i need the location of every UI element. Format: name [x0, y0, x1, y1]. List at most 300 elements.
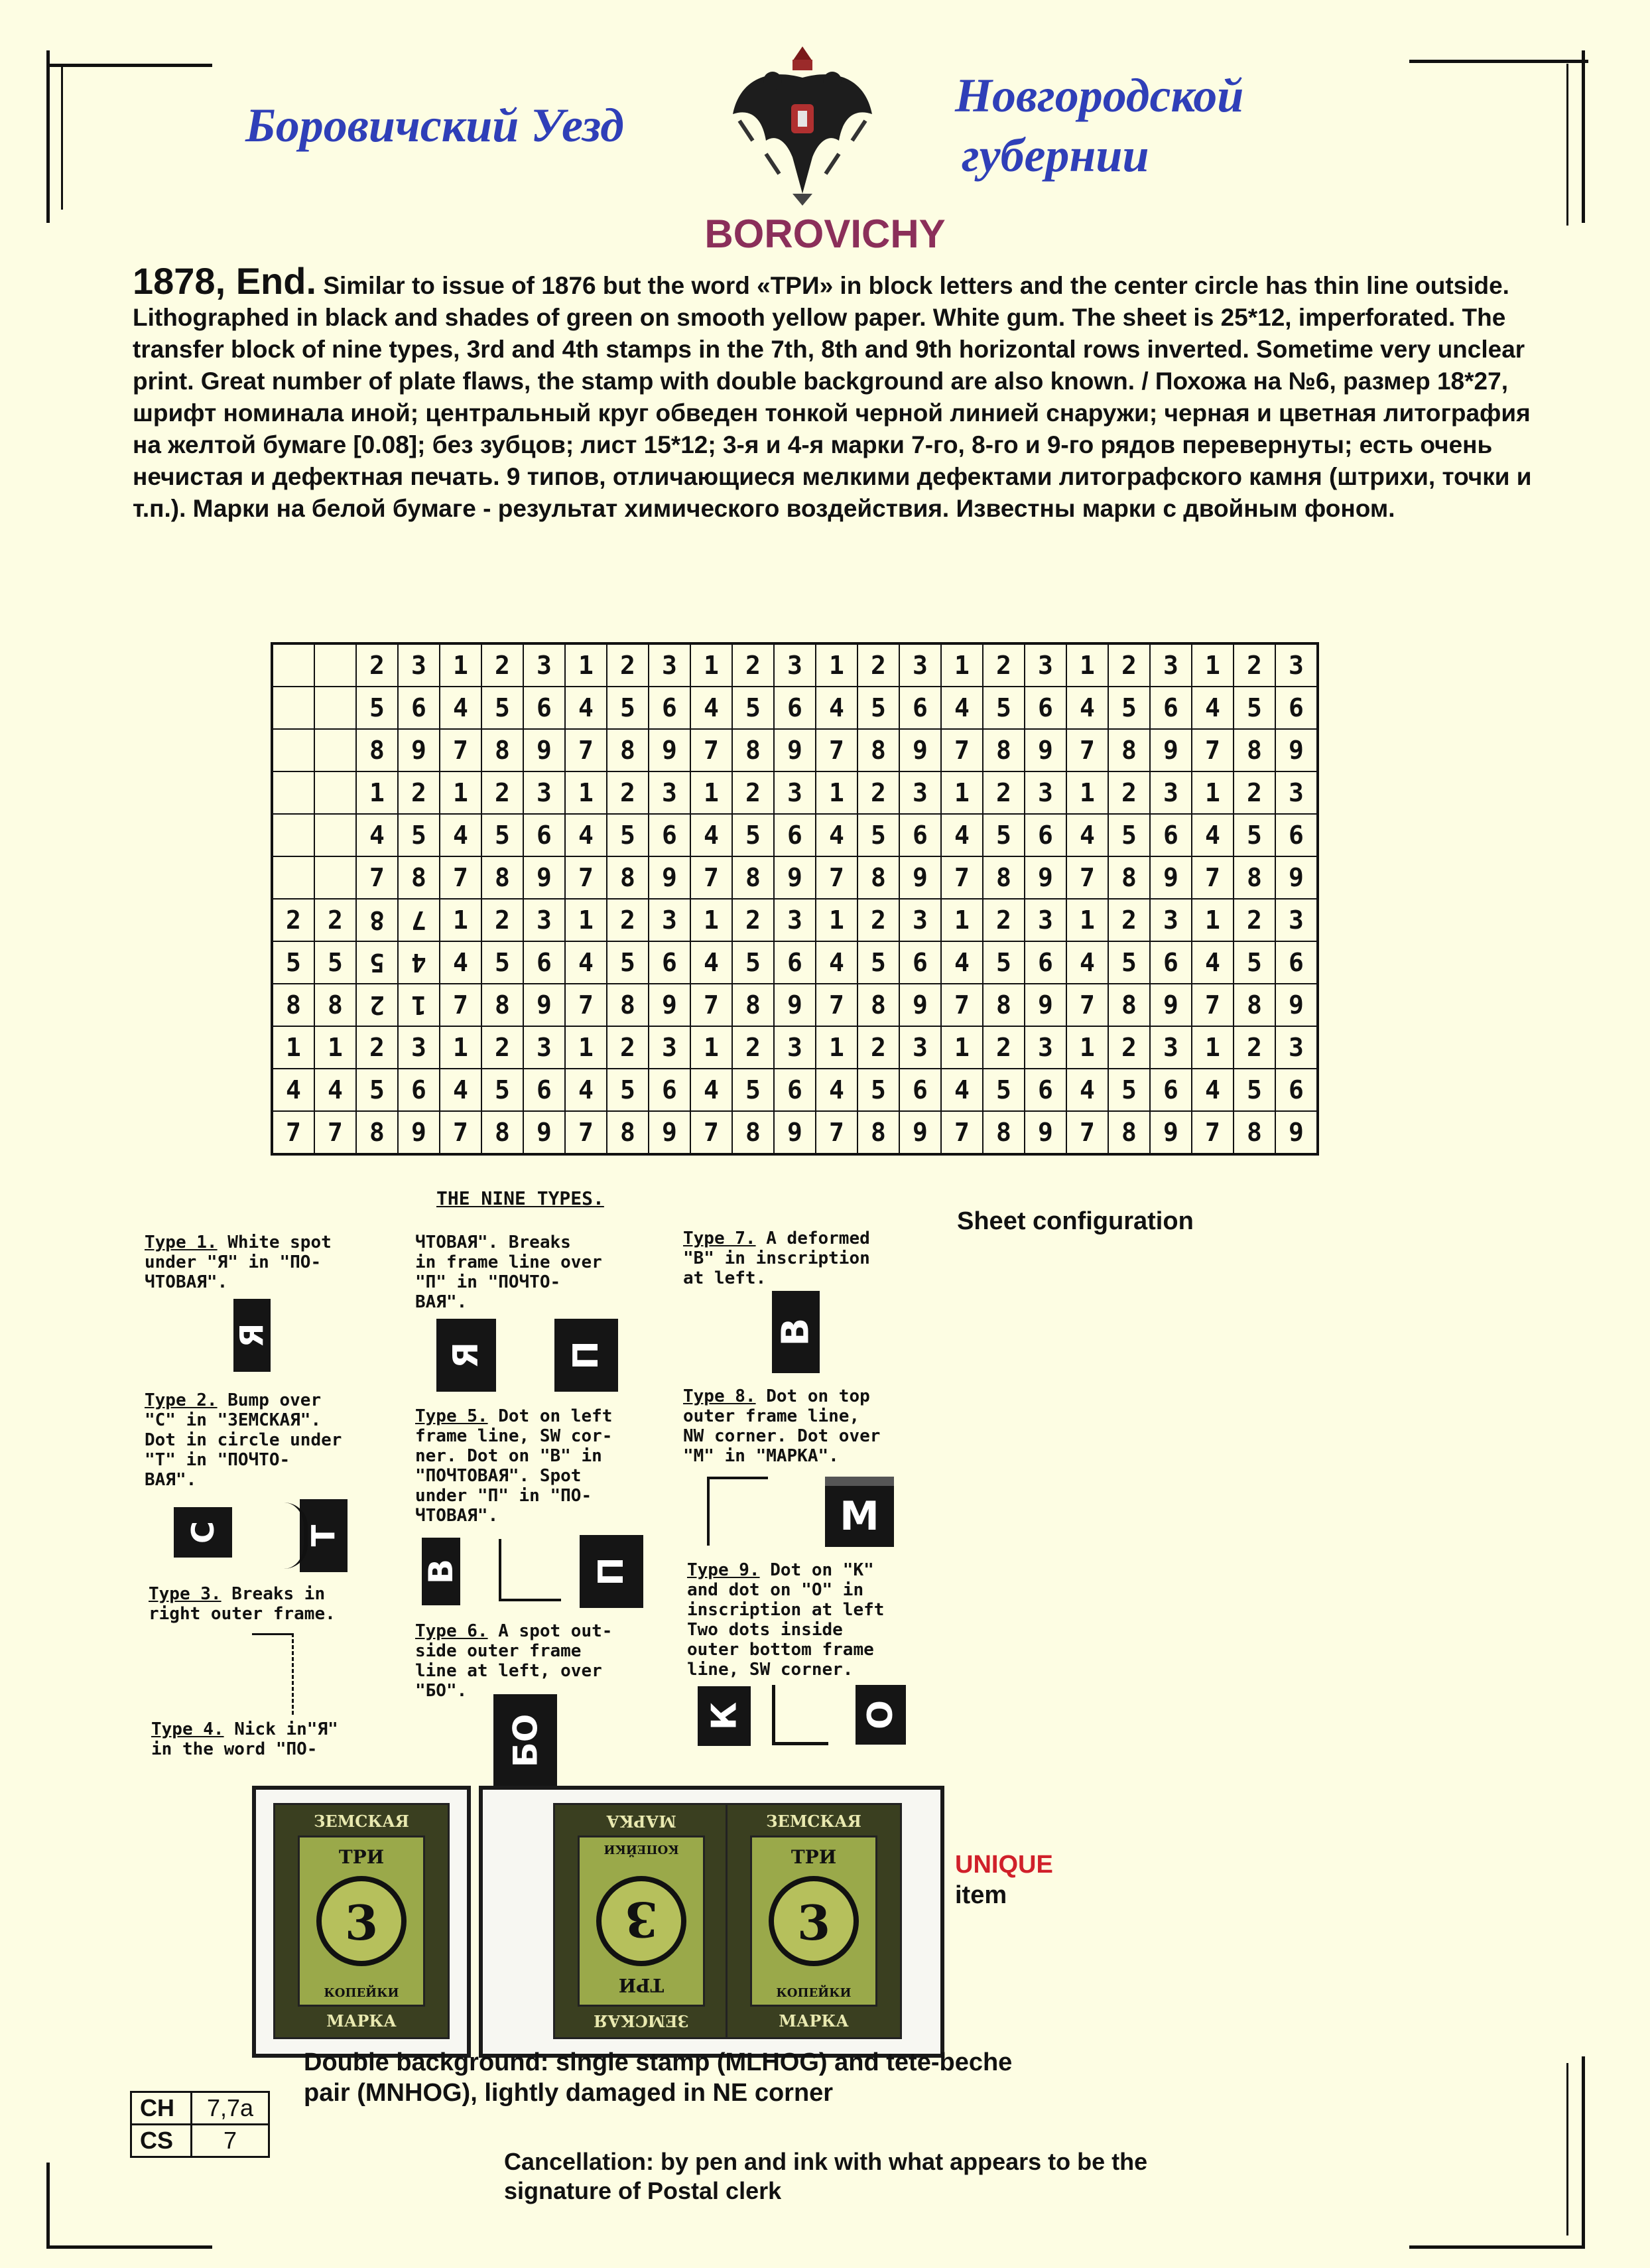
sheet-cell: 7 — [1192, 984, 1234, 1026]
sheet-cell: 5 — [607, 814, 649, 856]
type-9-label: Type 9. — [687, 1560, 760, 1580]
sheet-cell: 2 — [481, 771, 523, 814]
sheet-cell: 6 — [523, 687, 565, 729]
sheet-cell: 7 — [816, 1111, 857, 1154]
sheet-cell: 1 — [1192, 1026, 1234, 1069]
sheet-cell: 8 — [732, 1111, 774, 1154]
sheet-row — [272, 856, 1318, 899]
page-heading: BOROVICHY — [704, 212, 946, 256]
sheet-cell: 2 — [732, 771, 774, 814]
sheet-cell — [314, 643, 356, 687]
sheet-cell: 1 — [440, 1026, 481, 1069]
type-2-glyph-t: Т — [300, 1499, 348, 1572]
sheet-cell: 1 — [1066, 643, 1108, 687]
sheet-cell: 2 — [356, 643, 398, 687]
sheet-cell: 1 — [941, 899, 983, 941]
sheet-cell: 9 — [1275, 984, 1318, 1026]
sheet-cell: 8 — [272, 984, 314, 1026]
unique-item: item — [955, 1881, 1007, 1909]
sheet-row — [272, 1069, 1318, 1111]
sheet-cell: 7 — [565, 1111, 607, 1154]
sheet-cell: 9 — [1150, 984, 1192, 1026]
sheet-cell: 8 — [356, 899, 398, 941]
type-5-text — [415, 1406, 612, 1526]
type-9-corner-mark — [772, 1685, 828, 1745]
stamp-bottom-text: МАРКА — [779, 2011, 849, 2031]
sheet-cell: 9 — [649, 984, 690, 1026]
type-6-glyph-bo: БО — [493, 1694, 557, 1787]
sheet-cell: 4 — [314, 1069, 356, 1111]
types-heading — [436, 1189, 604, 1209]
sheet-cell: 1 — [816, 899, 857, 941]
sheet-row — [272, 687, 1318, 729]
sheet-cell: 8 — [481, 856, 523, 899]
sheet-cell: 3 — [523, 643, 565, 687]
sheet-cell: 7 — [1066, 856, 1108, 899]
sheet-cell: 2 — [481, 1026, 523, 1069]
sheet-cell: 4 — [941, 941, 983, 984]
sheet-cell: 5 — [1234, 687, 1275, 729]
sheet-cell: 2 — [1234, 1026, 1275, 1069]
sheet-cell: 4 — [941, 1069, 983, 1111]
sheet-cell: 4 — [1066, 687, 1108, 729]
sheet-cell: 8 — [1234, 856, 1275, 899]
sheet-cell: 9 — [649, 729, 690, 771]
type-7-desc: A deformed "В" in inscription at left. — [683, 1229, 870, 1288]
sheet-cell: 7 — [1192, 856, 1234, 899]
type-4-desc: Nick in"Я" in the word "ПО- — [151, 1719, 338, 1759]
sheet-cell: 3 — [774, 643, 816, 687]
sheet-cell: 2 — [1234, 899, 1275, 941]
sheet-cell: 5 — [732, 814, 774, 856]
sheet-cell: 7 — [440, 984, 481, 1026]
sheet-cell: 9 — [1025, 856, 1066, 899]
sheet-cell: 1 — [1192, 771, 1234, 814]
type-1-glyph: Я — [233, 1299, 271, 1372]
sheet-cell: 6 — [523, 1069, 565, 1111]
sheet-row — [272, 814, 1318, 856]
stamp-top-text: ЗЕМСКАЯ — [594, 2011, 689, 2031]
sheet-cell: 3 — [523, 899, 565, 941]
stamp-top-text: ЗЕМСКАЯ — [766, 1812, 861, 1831]
sheet-cell: 3 — [1150, 1026, 1192, 1069]
sheet-cell: 8 — [983, 1111, 1025, 1154]
sheet-cell: 7 — [690, 984, 732, 1026]
tete-beche-stamp-upright — [726, 1803, 902, 2039]
sheet-cell: 8 — [732, 856, 774, 899]
sheet-cell: 8 — [607, 729, 649, 771]
sheet-cell: 6 — [774, 941, 816, 984]
type-7-glyph-v: В — [772, 1291, 820, 1373]
sheet-cell: 7 — [272, 1111, 314, 1154]
sheet-cell: 1 — [941, 643, 983, 687]
stamp-bottom-text: МАРКА — [326, 2011, 397, 2031]
type-9-desc: Dot on "К" and dot on "О" in inscription at left Two dots inside outer bottom frame line, SW corner. — [687, 1560, 885, 1680]
sheet-cell: 4 — [816, 941, 857, 984]
sheet-cell: 6 — [1150, 687, 1192, 729]
sheet-cell — [314, 687, 356, 729]
sheet-cell: 9 — [774, 856, 816, 899]
sheet-cell: 4 — [1066, 941, 1108, 984]
sheet-cell: 2 — [314, 899, 356, 941]
type-3-frame-break — [252, 1633, 294, 1715]
stamp-denomination: ТРИ — [791, 1846, 837, 1868]
stamp-denomination: ТРИ — [618, 1974, 665, 1996]
sheet-cell: 6 — [398, 687, 440, 729]
sheet-cell — [314, 814, 356, 856]
type-4-glyph-ya: Я — [436, 1319, 496, 1392]
sheet-cell: 2 — [857, 1026, 899, 1069]
sheet-cell: 8 — [607, 856, 649, 899]
sheet-cell: 6 — [1275, 941, 1318, 984]
sheet-cell: 9 — [899, 729, 941, 771]
sheet-cell: 1 — [690, 771, 732, 814]
sheet-cell: 1 — [1066, 1026, 1108, 1069]
sheet-cell: 3 — [523, 1026, 565, 1069]
sheet-cell — [314, 856, 356, 899]
sheet-row — [272, 1111, 1318, 1154]
sheet-cell — [272, 814, 314, 856]
type-6-label: Type 6. — [415, 1621, 488, 1641]
sheet-cell: 7 — [1066, 1111, 1108, 1154]
sheet-cell: 2 — [481, 643, 523, 687]
sheet-cell: 4 — [1066, 814, 1108, 856]
sheet-cell: 1 — [440, 899, 481, 941]
right-title-line1: Новгородской — [955, 69, 1244, 122]
sheet-cell: 6 — [649, 687, 690, 729]
sheet-cell: 7 — [440, 856, 481, 899]
description-lead: 1878, End. — [133, 260, 317, 302]
sheet-cell: 8 — [314, 984, 356, 1026]
sheet-cell: 4 — [398, 941, 440, 984]
sheet-cell: 9 — [523, 984, 565, 1026]
tete-beche-pair-frame — [479, 1786, 944, 2058]
sheet-cell: 2 — [1108, 771, 1150, 814]
sheet-cell: 3 — [1025, 771, 1066, 814]
sheet-cell: 2 — [1108, 899, 1150, 941]
sheet-cell: 3 — [1150, 771, 1192, 814]
sheet-cell: 3 — [398, 1026, 440, 1069]
stamps-caption-line1: Double background: single stamp (MLHOG) and tete-beche — [304, 2048, 1013, 2076]
sheet-cell: 8 — [607, 984, 649, 1026]
sheet-cell: 1 — [941, 771, 983, 814]
sheet-cell: 4 — [1066, 1069, 1108, 1111]
sheet-cell: 8 — [857, 856, 899, 899]
sheet-cell: 9 — [1025, 1111, 1066, 1154]
sheet-cell: 6 — [523, 941, 565, 984]
sheet-cell: 9 — [1150, 1111, 1192, 1154]
sheet-cell: 5 — [857, 941, 899, 984]
sheet-cell: 8 — [481, 729, 523, 771]
sheet-cell: 4 — [440, 814, 481, 856]
sheet-cell: 6 — [774, 814, 816, 856]
sheet-cell: 1 — [816, 1026, 857, 1069]
sheet-cell: 8 — [1108, 856, 1150, 899]
sheet-cell: 1 — [565, 1026, 607, 1069]
type-5-glyph-v: В — [422, 1538, 460, 1605]
sheet-cell: 9 — [899, 984, 941, 1026]
sheet-cell: 7 — [941, 729, 983, 771]
sheet-cell: 6 — [1025, 941, 1066, 984]
sheet-cell: 2 — [272, 899, 314, 941]
sheet-cell: 7 — [941, 984, 983, 1026]
sheet-cell: 1 — [565, 899, 607, 941]
type-1-text — [145, 1233, 332, 1292]
sheet-cell: 9 — [1150, 856, 1192, 899]
sheet-cell: 8 — [1108, 729, 1150, 771]
sheet-cell: 1 — [440, 643, 481, 687]
type-1-desc: White spot under "Я" in "ПО- ЧТОВАЯ". — [145, 1233, 332, 1292]
sheet-cell: 2 — [607, 899, 649, 941]
sheet-cell: 6 — [649, 1069, 690, 1111]
sheet-cell: 1 — [1192, 643, 1234, 687]
sheet-cell: 5 — [857, 1069, 899, 1111]
type-8-desc: Dot on top outer frame line, NW corner. Dot over "М" in "МАРКА". — [683, 1386, 881, 1466]
sheet-cell: 3 — [774, 1026, 816, 1069]
sheet-cell: 5 — [314, 941, 356, 984]
sheet-cell: 3 — [899, 1026, 941, 1069]
sheet-cell: 7 — [816, 729, 857, 771]
type-6-desc: A spot out- side outer frame line at left, over "БО". — [415, 1621, 613, 1701]
double-headed-eagle-icon — [726, 41, 879, 207]
type-3-label: Type 3. — [149, 1584, 222, 1604]
sheet-cell: 1 — [314, 1026, 356, 1069]
sheet-cell: 2 — [607, 643, 649, 687]
sheet-cell: 6 — [1150, 1069, 1192, 1111]
sheet-cell: 5 — [983, 941, 1025, 984]
sheet-cell: 7 — [440, 1111, 481, 1154]
sheet-cell: 9 — [649, 856, 690, 899]
sheet-cell: 1 — [1066, 899, 1108, 941]
type-7-label: Type 7. — [683, 1229, 756, 1248]
sheet-cell: 6 — [899, 941, 941, 984]
left-title: Боровичский Уезд — [245, 99, 624, 152]
sheet-cell — [272, 856, 314, 899]
sheet-cell: 4 — [690, 687, 732, 729]
sheet-cell: 5 — [732, 1069, 774, 1111]
sheet-cell: 3 — [774, 899, 816, 941]
sheet-row — [272, 729, 1318, 771]
sheet-cell: 4 — [565, 814, 607, 856]
sheet-cell: 5 — [1234, 814, 1275, 856]
type-3-text — [149, 1584, 336, 1624]
sheet-cell: 5 — [732, 687, 774, 729]
sheet-cell: 8 — [1108, 1111, 1150, 1154]
sheet-cell: 9 — [398, 1111, 440, 1154]
sheet-cell: 5 — [481, 687, 523, 729]
sheet-configuration-table — [271, 642, 1319, 1156]
sheet-cell: 3 — [1150, 643, 1192, 687]
sheet-cell: 2 — [356, 1026, 398, 1069]
sheet-cell: 3 — [649, 1026, 690, 1069]
sheet-cell: 9 — [1150, 729, 1192, 771]
sheet-cell: 7 — [440, 729, 481, 771]
sheet-cell: 6 — [649, 814, 690, 856]
type-4-continued: ЧТОВАЯ". Breaks in frame line over "П" in "ПОЧТО- ВАЯ". — [415, 1233, 602, 1312]
sheet-cell: 8 — [1234, 729, 1275, 771]
sheet-cell: 5 — [481, 941, 523, 984]
stamp-unit: КОПЕЙКИ — [324, 1986, 399, 2000]
sheet-cell: 3 — [398, 643, 440, 687]
type-2-desc: Bump over "С" in "ЗЕМСКАЯ". Dot in circle under "Т" in "ПОЧТО- ВАЯ". — [145, 1390, 342, 1490]
sheet-cell: 7 — [690, 729, 732, 771]
sheet-cell: 1 — [816, 643, 857, 687]
cancellation-line2: signature of Postal clerk — [504, 2177, 782, 2204]
sheet-cell: 6 — [649, 941, 690, 984]
sheet-cell — [314, 771, 356, 814]
sheet-cell: 4 — [440, 687, 481, 729]
sheet-cell: 7 — [1066, 984, 1108, 1026]
tete-beche-stamp-inverted — [553, 1803, 730, 2039]
sheet-cell — [272, 687, 314, 729]
type-8-corner-mark — [707, 1477, 768, 1546]
stamp-denomination: ТРИ — [338, 1846, 385, 1868]
sheet-cell: 5 — [607, 941, 649, 984]
sheet-cell: 5 — [607, 1069, 649, 1111]
sheet-cell: 1 — [816, 771, 857, 814]
sheet-cell: 2 — [983, 771, 1025, 814]
sheet-cell: 3 — [1150, 899, 1192, 941]
type-5-desc: Dot on left frame line, SW cor- ner. Dot on "В" in "ПОЧТОВАЯ". Spot under "П" in "ПО- ЧТОВАЯ". — [415, 1406, 613, 1526]
sheet-cell: 1 — [356, 771, 398, 814]
sheet-row — [272, 771, 1318, 814]
sheet-cell: 3 — [1025, 1026, 1066, 1069]
sheet-cell: 8 — [481, 1111, 523, 1154]
sheet-cell: 5 — [857, 687, 899, 729]
sheet-cell: 4 — [356, 814, 398, 856]
sheet-cell: 4 — [690, 1069, 732, 1111]
sheet-cell: 8 — [607, 1111, 649, 1154]
sheet-cell: 2 — [857, 771, 899, 814]
sheet-cell: 1 — [690, 1026, 732, 1069]
sheet-cell: 4 — [690, 941, 732, 984]
sheet-cell: 4 — [565, 687, 607, 729]
type-4-label: Type 4. — [151, 1719, 224, 1739]
sheet-cell: 8 — [732, 729, 774, 771]
cs-value: 7 — [192, 2125, 269, 2157]
sheet-cell: 5 — [398, 814, 440, 856]
sheet-cell: 4 — [816, 814, 857, 856]
sheet-cell: 4 — [440, 1069, 481, 1111]
sheet-cell: 3 — [1025, 899, 1066, 941]
sheet-cell: 3 — [1275, 899, 1318, 941]
sheet-cell: 8 — [1234, 1111, 1275, 1154]
type-5-corner-mark — [499, 1539, 561, 1601]
sheet-row — [272, 941, 1318, 984]
sheet-cell: 1 — [398, 984, 440, 1026]
sheet-cell: 1 — [690, 643, 732, 687]
sheet-cell: 9 — [1025, 984, 1066, 1026]
sheet-cell: 9 — [774, 1111, 816, 1154]
sheet-cell: 8 — [1108, 984, 1150, 1026]
sheet-cell: 2 — [983, 899, 1025, 941]
sheet-cell: 8 — [983, 984, 1025, 1026]
sheet-cell: 9 — [899, 856, 941, 899]
sheet-cell: 7 — [356, 856, 398, 899]
single-stamp-frame — [252, 1786, 471, 2058]
sheet-cell: 3 — [774, 771, 816, 814]
ch-label: CH — [131, 2092, 192, 2125]
sheet-cell: 9 — [523, 856, 565, 899]
sheet-cell: 8 — [356, 1111, 398, 1154]
catalog-table — [130, 2091, 270, 2158]
sheet-cell — [314, 729, 356, 771]
sheet-cell: 6 — [899, 1069, 941, 1111]
sheet-cell: 9 — [1025, 729, 1066, 771]
type-2-text — [145, 1390, 342, 1490]
sheet-cell: 9 — [774, 729, 816, 771]
sheet-cell: 4 — [1192, 941, 1234, 984]
type-6-text — [415, 1621, 612, 1701]
sheet-cell: 6 — [1150, 814, 1192, 856]
sheet-cell — [272, 771, 314, 814]
sheet-cell: 2 — [607, 771, 649, 814]
sheet-cell: 4 — [565, 1069, 607, 1111]
sheet-cell: 9 — [523, 1111, 565, 1154]
sheet-cell: 6 — [1025, 687, 1066, 729]
sheet-cell: 8 — [481, 984, 523, 1026]
sheet-cell: 3 — [899, 771, 941, 814]
type-2-glyph-s: С — [174, 1507, 232, 1558]
sheet-cell: 7 — [565, 984, 607, 1026]
sheet-row — [272, 1026, 1318, 1069]
sheet-cell: 3 — [899, 643, 941, 687]
sheet-cell: 4 — [272, 1069, 314, 1111]
sheet-cell: 5 — [857, 814, 899, 856]
sheet-cell: 5 — [983, 687, 1025, 729]
sheet-cell: 5 — [1108, 687, 1150, 729]
sheet-cell — [272, 729, 314, 771]
sheet-cell: 5 — [481, 814, 523, 856]
sheet-cell: 3 — [1025, 643, 1066, 687]
sheet-cell: 2 — [1234, 643, 1275, 687]
sheet-cell: 8 — [857, 1111, 899, 1154]
sheet-cell: 3 — [649, 899, 690, 941]
sheet-cell: 8 — [398, 856, 440, 899]
sheet-cell: 1 — [440, 771, 481, 814]
sheet-cell: 7 — [816, 856, 857, 899]
stamp-numeral: 3 — [796, 1895, 831, 1951]
sheet-cell: 2 — [983, 1026, 1025, 1069]
type-1-label: Type 1. — [145, 1233, 218, 1252]
cs-label: CS — [131, 2125, 192, 2157]
sheet-cell: 7 — [690, 1111, 732, 1154]
single-stamp — [273, 1803, 450, 2039]
sheet-cell — [272, 643, 314, 687]
sheet-cell: 3 — [1275, 643, 1318, 687]
unique-label: UNIQUE — [955, 1851, 1053, 1879]
stamp-unit: КОПЕЙКИ — [776, 1986, 852, 2000]
sheet-cell: 3 — [1275, 1026, 1318, 1069]
sheet-cell: 1 — [565, 771, 607, 814]
stamp-numeral: 3 — [624, 1891, 659, 1948]
sheet-cell: 2 — [1108, 643, 1150, 687]
type-8-label: Type 8. — [683, 1386, 756, 1406]
sheet-cell: 1 — [941, 1026, 983, 1069]
sheet-cell: 2 — [398, 771, 440, 814]
sheet-cell: 9 — [398, 729, 440, 771]
stamp-top-text: ЗЕМСКАЯ — [314, 1812, 409, 1831]
type-9-text — [687, 1560, 884, 1680]
sheet-cell: 7 — [1066, 729, 1108, 771]
sheet-cell: 4 — [565, 941, 607, 984]
sheet-cell: 9 — [1275, 729, 1318, 771]
sheet-cell: 4 — [941, 687, 983, 729]
sheet-cell: 7 — [1192, 1111, 1234, 1154]
sheet-cell: 8 — [857, 984, 899, 1026]
type-8-glyph-m: М — [825, 1477, 894, 1547]
sheet-cell: 8 — [732, 984, 774, 1026]
